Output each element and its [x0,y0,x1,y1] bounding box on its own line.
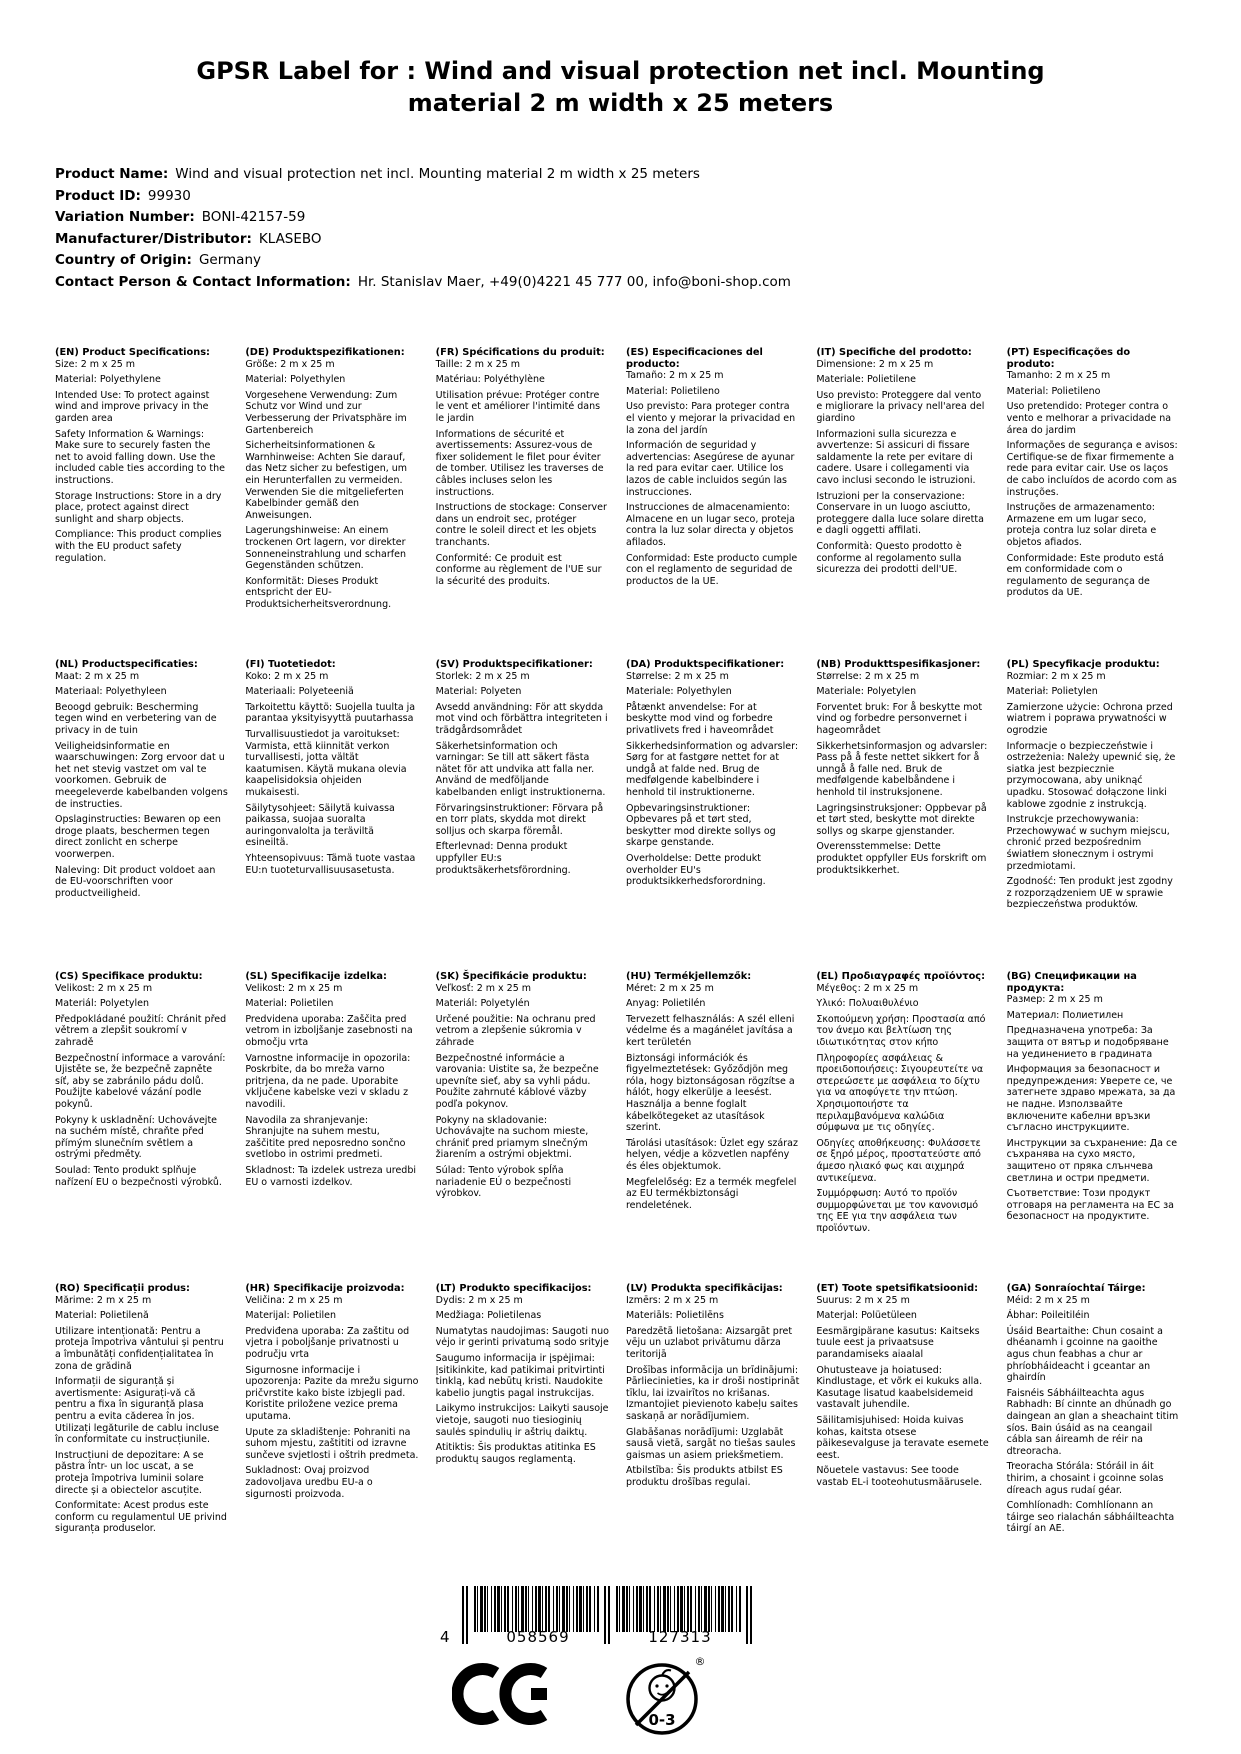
spec-block-nl [55,648,234,960]
spec-paragraph: Zamierzone użycie: Ochrona przed wiatrem i poprawa prywatności w ogrodzie [1006,701,1173,736]
spec-paragraph: Velikost: 2 m x 25 m [55,982,153,994]
spec-header-ro: (RO) Specificații produs: [55,1283,190,1294]
spec-block-cs [55,960,234,1272]
spec-paragraph: Utilizare intenționată: Pentru a proteja împotriva vântului și pentru a îmbunătăți confidențialitatea în zona de grădină [55,1325,224,1372]
spec-header-sk: (SK) Špecifikácie produktu: [435,971,587,982]
spec-paragraph: Opslaginstructies: Bewaren op een droge plaats, beschermen tegen direct zonlicht en scherpe voorwerpen. [55,814,221,860]
spec-paragraph: Materiale: Polyethylen [625,686,732,698]
spec-block-nb [816,648,995,960]
spec-paragraph: Velikost: 2 m x 25 m [245,982,343,994]
spec-paragraph: Paredzētā lietošana: Aizsargāt pret vēju un uzlabot privātumu dārza teritorijā [625,1325,793,1360]
spec-paragraph: Glabāšanas norādījumi: Uzglabāt sausā vietā, sargāt no tiešas saules gaismas un asiem priekšmetiem. [625,1426,796,1461]
spec-paragraph: Sikkerhetsinformasjon og advarsler: Pass på å feste nettet sikkert for å unngå å falle ned. Bruk de medfølgende kabelbåndene i henhold til instruksjonene. [816,740,988,798]
spec-block-ga [1007,1272,1186,1584]
spec-header-hr: (HR) Specifikacije proizvoda: [245,1283,405,1294]
spec-paragraph: Συμμόρφωση: Αυτό το προϊόν συμμορφώνεται με τον κανονισμό της ΕΕ για την ασφάλεια των προϊόντων. [816,1188,979,1234]
spec-block-et [816,1272,995,1584]
spec-paragraph: Tervezett felhasználás: A szél elleni védelme és a magánélet javítása a kert területén [625,1013,795,1048]
spec-header-nl: (NL) Productspecificaties: [55,659,198,670]
spec-paragraph: Upute za skladištenje: Pohraniti na suhom mjestu, zaštititi od izravne sunčeve svjetlosti i oštrih predmeta. [245,1426,419,1461]
spec-paragraph: Materiale: Polyetylen [816,686,917,698]
spec-paragraph: Material: Polyethylen [245,374,346,386]
spec-paragraph: Suurus: 2 m x 25 m [816,1294,910,1306]
spec-paragraph: Materiál: Polyetylen [55,998,149,1010]
spec-paragraph: Информация за безопасност и предупреждения: Уверете се, че затегнете здраво мрежата, за да не падне. Използвайте включените кабелни връзки съгласно инструкциите. [1006,1064,1176,1134]
spec-paragraph: Konformität: Dieses Produkt entspricht der EU-Produktsicherheitsverordnung. [245,575,392,610]
spec-paragraph: Méid: 2 m x 25 m [1006,1294,1090,1306]
spec-paragraph: Numatytas naudojimas: Saugoti nuo vėjo ir gerinti privatumą sodo srityje [435,1325,609,1349]
spec-paragraph: Μέγεθος: 2 m x 25 m [816,982,919,994]
spec-paragraph: Overholdelse: Dette produkt overholder EU's produktsikkerhedsforordning. [625,852,766,888]
spec-paragraph: Eesmärgipärane kasutus: Kaitseks tuule eest ja privaatsuse parandamiseks aiaalal [816,1325,980,1360]
spec-paragraph: Material: Polietilen [245,998,334,1010]
spec-paragraph: Tamaño: 2 m x 25 m [625,370,724,382]
spec-paragraph: Conformità: Questo prodotto è conforme al regolamento sulla sicurezza dei prodotti dell'UE. [816,540,962,576]
spec-paragraph: Veiligheidsinformatie en waarschuwingen: Zorg ervoor dat u het net stevig vastzet om val te voorkomen. Gebruik de meegeleverde kabelbanden volgens de instructies. [55,740,228,810]
spec-paragraph: Informazioni sulla sicurezza e avvertenze: Si assicuri di fissare saldamente la rete per evitare di cadere. Usare i collegamenti via cavo inclusi secondo le istruzioni. [816,428,976,486]
spec-paragraph: Lagerungshinweise: An einem trockenen Ort lagern, vor direkter Sonneneinstrahlung und scharfen Gegenständen schützen. [245,525,406,572]
spec-block-da [626,648,805,960]
spec-block-de [245,336,424,648]
spec-block-sv [436,648,615,960]
manufacturer-label: Manufacturer/Distributor: [55,230,252,247]
spec-paragraph: Lagringsinstruksjoner: Oppbevar på et tørt sted, beskytte mot direkte sollys og skarpe gjenstander. [816,802,987,837]
spec-paragraph: Mărime: 2 m x 25 m [55,1294,152,1306]
spec-paragraph: Určené použitie: Na ochranu pred vetrom a zlepšenie súkromia v záhrade [435,1013,596,1048]
spec-paragraph: Koko: 2 m x 25 m [245,670,329,682]
spec-paragraph: Utilisation prévue: Protéger contre le vent et améliorer l'intimité dans le jardin [435,389,601,424]
spec-header-ga: (GA) Sonraíochtaí Táirge: [1006,1283,1146,1294]
spec-paragraph: Dimensione: 2 m x 25 m [816,358,934,370]
spec-header-el: (EL) Προδιαγραφές προϊόντος: [816,971,986,982]
spec-paragraph: Størrelse: 2 m x 25 m [816,670,920,682]
spec-paragraph: Инструкции за съхранение: Да се съхранява на сухо място, защитено от пряка слънчева светлина и остри предмети. [1006,1137,1178,1184]
spec-paragraph: Efterlevnad: Denna produkt uppfyller EU:s produktsäkerhetsförordning. [435,841,571,876]
spec-paragraph: Tarkoitettu käyttö: Suojella tuulta ja parantaa yksityisyyttä puutarhassa [245,701,416,725]
variation-number-label: Variation Number: [55,209,195,225]
spec-paragraph: Sikkerhedsinformation og advarsler: Sørg for at fastgøre nettet for at undgå at falde ned. Brug de medfølgende kabelbindere i henhold til instruktionerne. [625,740,799,798]
spec-header-sl: (SL) Specifikacije izdelka: [245,971,387,982]
spec-block-pl [1007,648,1186,960]
ce-mark-icon [452,1662,552,1726]
spec-paragraph: Sigurnosne informacije i upozorenja: Pazite da mrežu sigurno pričvrstite kako biste izbjegli pad. Koristite priložene vezice prema uputama. [245,1364,419,1422]
spec-paragraph: Comhlíonadh: Comhlíonann an táirge seo rialachán sábháilteachta táirgí an AE. [1006,1500,1175,1535]
country-of-origin-label: Country of Origin: [55,252,192,268]
spec-paragraph: Atbilstība: Šis produkts atbilst ES produktu drošības regulai. [625,1465,783,1488]
spec-paragraph: Storlek: 2 m x 25 m [435,670,530,682]
spec-paragraph: Material: Polietilenă [55,1310,149,1322]
spec-block-bg [1007,960,1186,1272]
product-id-value: 99930 [147,187,191,204]
spec-paragraph: Pokyny na skladovanie: Uchovávajte na suchom mieste, chrániť pred priamym slnečným žiarením a ostrými objektmi. [435,1114,589,1161]
spec-paragraph: Säilitamisjuhised: Hoida kuivas kohas, kaitsta otsese päikesevalguse ja teravate esemete eest. [816,1414,989,1461]
spec-paragraph: Förvaringsinstruktioner: Förvara på en torr plats, skydda mot direkt solljus och skarpa föremål. [435,802,604,837]
spec-paragraph: Informacje o bezpieczeństwie i ostrzeżenia: Należy upewnić się, że siatka jest bezpiecznie przymocowana, aby uniknąć upadku. Stosować dołączone linki kablowe zgodnie z instrukcją. [1006,740,1176,810]
contact-value: Hr. Stanislav Maer, +49(0)4221 45 777 00, info@boni-shop.com [357,273,791,290]
spec-header-et: (ET) Toote spetsifikatsioonid: [816,1283,978,1294]
spec-paragraph: Předpokládané použití: Chránit před větrem a zlepšit soukromí v zahradě [55,1013,227,1048]
spec-paragraph: Méret: 2 m x 25 m [625,982,714,994]
spec-paragraph: Turvallisuustiedot ja varoitukset: Varmista, että kiinnität verkon turvallisesti, jotta vältät kaatumisen. Käytä mukana olevia kaapelisidoksia ohjeiden mukaisesti. [245,728,407,798]
spec-paragraph: Informations de sécurité et avertissements: Assurez-vous de fixer solidement le filet pour éviter de tomber. Utilisez les traverses de câbles incluses selon les instructions. [435,428,604,498]
age-warning-icon [623,1652,709,1742]
spec-paragraph: Bezpečnostní informace a varování: Ujistěte se, že bezpečně zapněte síť, aby se zabránilo pádu dolů. Použijte kabelové vázání podle pokynů. [55,1052,226,1110]
spec-paragraph: Οδηγίες αποθήκευσης: Φυλάσσετε σε ξηρό μέρος, προστατεύστε από άμεσο ηλιακό φως και αιχμηρά αντικείμενα. [816,1137,981,1184]
spec-paragraph: Conformité: Ce produit est conforme au règlement de l'UE sur la sécurité des produits. [435,552,602,587]
country-of-origin-value: Germany [198,252,261,268]
spec-paragraph: Yhteensopivuus: Tämä tuote vastaa EU:n tuoteturvallisuusasetusta. [245,852,416,876]
spec-paragraph: Maat: 2 m x 25 m [55,670,140,682]
spec-paragraph: Úsáid Beartaithe: Chun cosaint a dhéanamh i gcoinne na gaoithe agus chun feabhas a chur ar phríobháideacht i gceantar an ghairdín [1006,1325,1163,1384]
spec-paragraph: Varnostne informacije in opozorila: Poskrbite, da bo mreža varno pritrjena, da ne pade. Uporabite vključene kabelske vezi v skladu z navodili. [245,1052,411,1110]
spec-paragraph: Uso pretendido: Proteger contra o vento e melhorar a privacidade na área do jardim [1006,401,1172,436]
spec-header-cs: (CS) Specifikace produktu: [55,971,203,982]
spec-paragraph: Materjal: Polüetüleen [816,1310,917,1322]
spec-paragraph: Veličina: 2 m x 25 m [245,1294,343,1306]
spec-paragraph: Pokyny k uskladnění: Uchovávejte na suchém místě, chraňte před přímým slunečním světlem a ostrými předměty. [55,1114,218,1161]
spec-paragraph: Nõuetele vastavus: See toode vastab EL-i tooteohutusmäärusele. [816,1465,983,1488]
spec-paragraph: Σκοπούμενη χρήση: Προστασία από τον άνεμο και βελτίωση της ιδιωτικότητας στον κήπο [816,1013,986,1048]
spec-block-pt [1007,336,1186,648]
spec-paragraph: Материал: Полиетилен [1006,1009,1124,1021]
barcode-lead-digit: 4 [440,1628,451,1646]
spec-paragraph: Sukladnost: Ovaj proizvod zadovoljava uredbu EU-a o sigurnosti proizvoda. [245,1465,373,1500]
spec-paragraph: Materiaali: Polyeteeniä [245,686,354,698]
spec-paragraph: Conformidade: Este produto está em conformidade com o regulamento de segurança de produtos da UE. [1006,552,1164,599]
spec-block-lt [436,1272,615,1584]
spec-paragraph: Instruções de armazenamento: Armazene em um lugar seco, proteja contra luz solar direta e objetos afiados. [1006,502,1157,548]
spec-header-fi: (FI) Tuotetiedot: [245,659,336,670]
spec-paragraph: Storage Instructions: Store in a dry place, protect against direct sunlight and sharp objects. [55,490,222,525]
spec-paragraph: Uso previsto: Para proteger contra el viento y mejorar la privacidad en la zona del jardín [625,401,796,436]
spec-grid [55,336,1186,1584]
spec-block-el [816,960,995,1272]
spec-paragraph: Opbevaringsinstruktioner: Opbevares på et tørt sted, beskytter mod direkte sollys og skarpe genstande. [625,802,776,849]
spec-paragraph: Materijal: Polietilen [245,1310,336,1322]
spec-paragraph: Avsedd användning: För att skydda mot vind och förbättra integriteten i trädgårdsområdet [435,701,608,736]
spec-block-sk [436,960,615,1272]
spec-paragraph: Materiał: Polietylen [1006,686,1098,698]
spec-paragraph: Navodila za shranjevanje: Shranjujte na suhem mestu, zaščitite pred neposredno sončno svetlobo in ostrimi predmeti. [245,1114,406,1161]
spec-paragraph: Materiāls: Polietilēns [625,1310,724,1322]
spec-paragraph: Biztonsági információk és figyelmeztetések: Győződjön meg róla, hogy biztonságosan rögzítse a hálót, hogy elkerülje a leesést. Használja a benne foglalt kábelkötegeket az utasítások szerint. [625,1052,795,1134]
spec-paragraph: Påtænkt anvendelse: For at beskytte mod vind og forbedre privatlivets fred i haveområdet [625,701,774,736]
spec-header-da: (DA) Produktspecifikationer: [625,659,785,670]
spec-paragraph: Predviđena uporaba: Za zaštitu od vjetra i poboljšanje privatnosti u području vrta [245,1325,410,1360]
spec-paragraph: Laikymo instrukcijos: Laikyti sausoje vietoje, saugoti nuo tiesioginių saulės spindulių ir aštrių daiktų. [435,1403,609,1438]
spec-header-pt: (PT) Especificações do produto: [1006,347,1131,370]
spec-paragraph: Informações de segurança e avisos: Certifique-se de fixar firmemente a rede para evitar cair. Use os laços de cabo incluídos de acordo com as instruções. [1006,440,1178,498]
spec-paragraph: Intended Use: To protect against wind and improve privacy in the garden area [55,389,210,424]
info-row-product-id [55,186,1186,208]
product-info-section [55,164,1186,293]
info-row-country-of-origin [55,250,1186,272]
spec-paragraph: Instrucțiuni de depozitare: A se păstra într- un loc uscat, a se proteja împotriva luminii solare directe și a obiectelor ascuțite. [55,1449,204,1496]
spec-paragraph: Instructions de stockage: Conserver dans un endroit sec, protéger contre le soleil direct et les objets tranchants. [435,502,607,548]
info-row-manufacturer [55,229,1186,251]
manufacturer-value: KLASEBO [258,230,322,247]
spec-block-sl [245,960,424,1272]
spec-header-en: (EN) Product Specifications: [55,347,210,358]
spec-paragraph: Atitiktis: Šis produktas atitinka ES produktų saugos reglamentą. [435,1442,596,1465]
spec-paragraph: Säkerhetsinformation och varningar: Se till att säkert fästa nätet för att undvika att falla ner. Använd de medföljande kabelbanden enligt instruktionerna. [435,740,606,798]
spec-paragraph: Dydis: 2 m x 25 m [435,1294,523,1306]
contact-label: Contact Person & Contact Information: [55,273,351,290]
spec-header-it: (IT) Specifiche del prodotto: [816,347,972,358]
product-id-label: Product ID: [55,187,141,204]
spec-block-fi [245,648,424,960]
page-title-line-2: material 2 m width x 25 meters [407,89,834,117]
spec-paragraph: Informații de siguranță și avertismente: Asigurați-vă că pentru a fixa în siguranță plasa pentru a evita căderea în jos. Utilizați legăturile de cablu incluse în conformitate cu instrucțiunile. [55,1376,219,1446]
spec-paragraph: Safety Information & Warnings: Make sure to securely fasten the net to avoid falling down. Use the included cable ties according to the instructions. [55,428,225,486]
spec-block-lv [626,1272,805,1584]
barcode-right-group: 127313 [648,1628,712,1646]
spec-paragraph: Material: Polyeten [435,686,522,698]
spec-paragraph: Información de seguridad y advertencias: Asegúrese de ayunar la red para evitar caer. Utilice los lazos de cable incluidos según las instrucciones. [625,440,795,498]
spec-paragraph: Overensstemmelse: Dette produktet oppfyller EUs forskrift om produktsikkerhet. [816,841,987,876]
spec-header-es: (ES) Especificaciones del producto: [625,347,763,370]
spec-paragraph: Ábhar: Poileitiléin [1006,1310,1090,1322]
spec-paragraph: Säilytysohjeet: Säilytä kuivassa paikassa, suojaa suoralta auringonvalolta ja teräviltä esineiltä. [245,802,395,849]
spec-paragraph: Vorgesehene Verwendung: Zum Schutz vor Wind und zur Verbesserung der Privatsphäre im Gartenbereich [245,389,407,436]
spec-paragraph: Size: 2 m x 25 m [55,358,136,370]
spec-paragraph: Größe: 2 m x 25 m [245,358,335,370]
spec-paragraph: Medžiaga: Polietilenas [435,1310,542,1322]
spec-paragraph: Ohutusteave ja hoiatused: Kindlustage, et võrk ei kukuks alla. Kasutage lisatud kaabelsidemeid vastavalt juhendile. [816,1364,983,1411]
spec-paragraph: Zgodność: Ten produkt jest zgodny z rozporządzeniem UE w sprawie bezpieczeństwa produktów. [1006,876,1173,911]
spec-paragraph: Anyag: Polietilén [625,998,706,1010]
spec-header-pl: (PL) Specyfikacje produktu: [1006,659,1160,670]
spec-paragraph: Istruzioni per la conservazione: Conservare in un luogo asciutto, proteggere dalla luce solare diretta e dagli oggetti affilati. [816,490,984,537]
spec-paragraph: Veľkosť: 2 m x 25 m [435,982,532,994]
spec-paragraph: Instrukcje przechowywania: Przechowywać w suchym miejscu, chronić przed bezpośrednim światłem słonecznym i ostrymi przedmiotami. [1006,814,1170,872]
spec-paragraph: Съответствие: Този продукт отговаря на регламента на ЕС за безопасност на продуктите. [1006,1188,1174,1223]
spec-paragraph: Predvidena uporaba: Zaščita pred vetrom in izboljšanje zasebnosti na območju vrta [245,1013,413,1048]
spec-paragraph: Размер: 2 m x 25 m [1006,994,1103,1006]
spec-paragraph: Taille: 2 m x 25 m [435,358,521,370]
spec-paragraph: Material: Polyethylene [55,374,161,386]
spec-paragraph: Instrucciones de almacenamiento: Almacene en un lugar seco, proteja contra la luz solar directa y objetos afilados. [625,502,795,548]
spec-paragraph: Forventet bruk: For å beskytte mot vind og forbedre personvernet i hageområdet [816,701,983,736]
spec-paragraph: Matériau: Polyéthylène [435,374,545,386]
spec-paragraph: Skladnost: Ta izdelek ustreza uredbi EU o varnosti izdelkov. [245,1164,416,1188]
barcode-left-group: 058569 [506,1628,570,1646]
spec-paragraph: Materiale: Polietilene [816,374,917,386]
spec-header-fr: (FR) Spécifications du produit: [435,347,605,358]
product-name-label: Product Name: [55,166,169,182]
spec-block-fr [436,336,615,648]
spec-paragraph: Súlad: Tento výrobok spĺňa nariadenie EÚ o bezpečnosti výrobkov. [435,1164,572,1200]
spec-paragraph: Materiál: Polyetylén [435,998,530,1010]
spec-paragraph: Πληροφορίες ασφάλειας & προειδοποιήσεις: Σιγουρευτείτε να στερεώσετε με ασφάλεια το δίχτυ για να αποφύγετε την πτώση. Χρησιμοποιήστε τα περιλαμβανόμενα καλώδια σύμφωνα με τις οδηγίες. [816,1052,984,1134]
spec-paragraph: Saugumo informacija ir įspėjimai: Įsitikinkite, kad patikimai pritvirtinti tinklą, kad nebūtų kristi. Naudokite kabelio jungtis pagal instrukcijas. [435,1352,605,1399]
spec-paragraph: Sicherheitsinformationen & Warnhinweise: Achten Sie darauf, das Netz sicher zu befestigen, um ein Herunterfallen zu vermeiden. Verwenden Sie die mitgelieferten Kabelbinder gemäß den Anweisungen. [245,440,408,521]
ean-barcode [440,1586,750,1650]
spec-block-en [55,336,234,648]
registered-trademark-icon: ® [694,1655,706,1668]
age-warning-0-3 [623,1652,709,1746]
info-row-variation-number [55,207,1186,229]
page-title-line-1: GPSR Label for : Wind and visual protection net incl. Mounting [196,57,1045,85]
spec-paragraph: Beoogd gebruik: Bescherming tegen wind en verbetering van de privacy in de tuin [55,701,217,736]
spec-header-sv: (SV) Produktspecifikationer: [435,659,593,670]
spec-paragraph: Предназначена употреба: За защита от вятър и подобряване на уединението в градината [1006,1025,1169,1060]
spec-paragraph: Conformitate: Acest produs este conform cu regulamentul UE privind siguranța produselor. [55,1500,227,1535]
product-name-value: Wind and visual protection net incl. Mounting material 2 m width x 25 meters [175,166,700,182]
spec-paragraph: Treoracha Stórála: Stóráil in áit thirim, a chosaint i gcoinne solas díreach agus rudaí géar. [1006,1461,1164,1496]
spec-block-it [816,336,995,648]
variation-number-value: BONI-42157-59 [201,209,306,225]
spec-header-hu: (HU) Termékjellemzők: [625,971,752,982]
spec-paragraph: Tamanho: 2 m x 25 m [1006,370,1111,382]
spec-paragraph: Izmērs: 2 m x 25 m [625,1294,719,1306]
ce-mark [452,1662,552,1730]
info-row-product-name [55,164,1186,186]
spec-paragraph: Uso previsto: Proteggere dal vento e migliorare la privacy nell'area del giardino [816,389,985,424]
spec-paragraph: Compliance: This product complies with the EU product safety regulation. [55,529,222,564]
info-row-contact [55,272,1186,294]
age-warning-label: 0-3 [648,1711,676,1729]
spec-paragraph: Drošības informācija un brīdinājumi: Pārliecinieties, ka ir droši nostiprināt tīklu, lai izvairītos no krišanas. Izmantojiet pievienoto kabeļu saites saskaņā ar norādījumiem. [625,1364,800,1422]
spec-paragraph: Material: Polietileno [1006,385,1101,397]
spec-header-lv: (LV) Produkta specifikācijas: [625,1283,783,1294]
spec-block-hr [245,1272,424,1584]
spec-header-lt: (LT) Produkto specifikacijos: [435,1283,592,1294]
page-title [0,55,1241,119]
spec-paragraph: Material: Polietileno [625,385,720,397]
spec-header-de: (DE) Produktspezifikationen: [245,347,405,358]
spec-paragraph: Materiaal: Polyethyleen [55,686,167,698]
spec-paragraph: Megfelelőség: Ez a termék megfelel az EU termékbiztonsági rendeletének. [625,1176,797,1211]
spec-paragraph: Faisnéis Sábháilteachta agus Rabhadh: Bí cinnte an dhúnadh go daingean an glan a sheachaint titim síos. Bain úsáid as na ceangail cábla san áireamh de réir na dtreoracha. [1006,1387,1179,1457]
spec-paragraph: Naleving: Dit product voldoet aan de EU-voorschriften voor productveiligheid. [55,864,216,899]
spec-block-hu [626,960,805,1272]
spec-block-es [626,336,805,648]
spec-paragraph: Rozmiar: 2 m x 25 m [1006,670,1106,682]
spec-header-nb: (NB) Produkttspesifikasjoner: [816,659,981,670]
spec-block-ro [55,1272,234,1584]
spec-paragraph: Størrelse: 2 m x 25 m [625,670,729,682]
spec-paragraph: Tárolási utasítások: Üzlet egy száraz helyen, védje a közvetlen napfény és éles objektumok. [625,1137,798,1172]
spec-paragraph: Bezpečnostné informácie a varovania: Uistite sa, že bezpečne upevníte sieť, aby sa vyhli pádu. Použite zahrnuté káblové väzby podľa pokynov. [435,1052,599,1110]
spec-paragraph: Conformidad: Este producto cumple con el reglamento de seguridad de productos de la UE. [625,552,798,587]
spec-header-bg: (BG) Спецификации на продукта: [1006,971,1137,994]
spec-paragraph: Soulad: Tento produkt splňuje nařízení EU o bezpečnosti výrobků. [55,1164,222,1188]
spec-paragraph: Υλικό: Πολυαιθυλένιο [816,998,919,1010]
